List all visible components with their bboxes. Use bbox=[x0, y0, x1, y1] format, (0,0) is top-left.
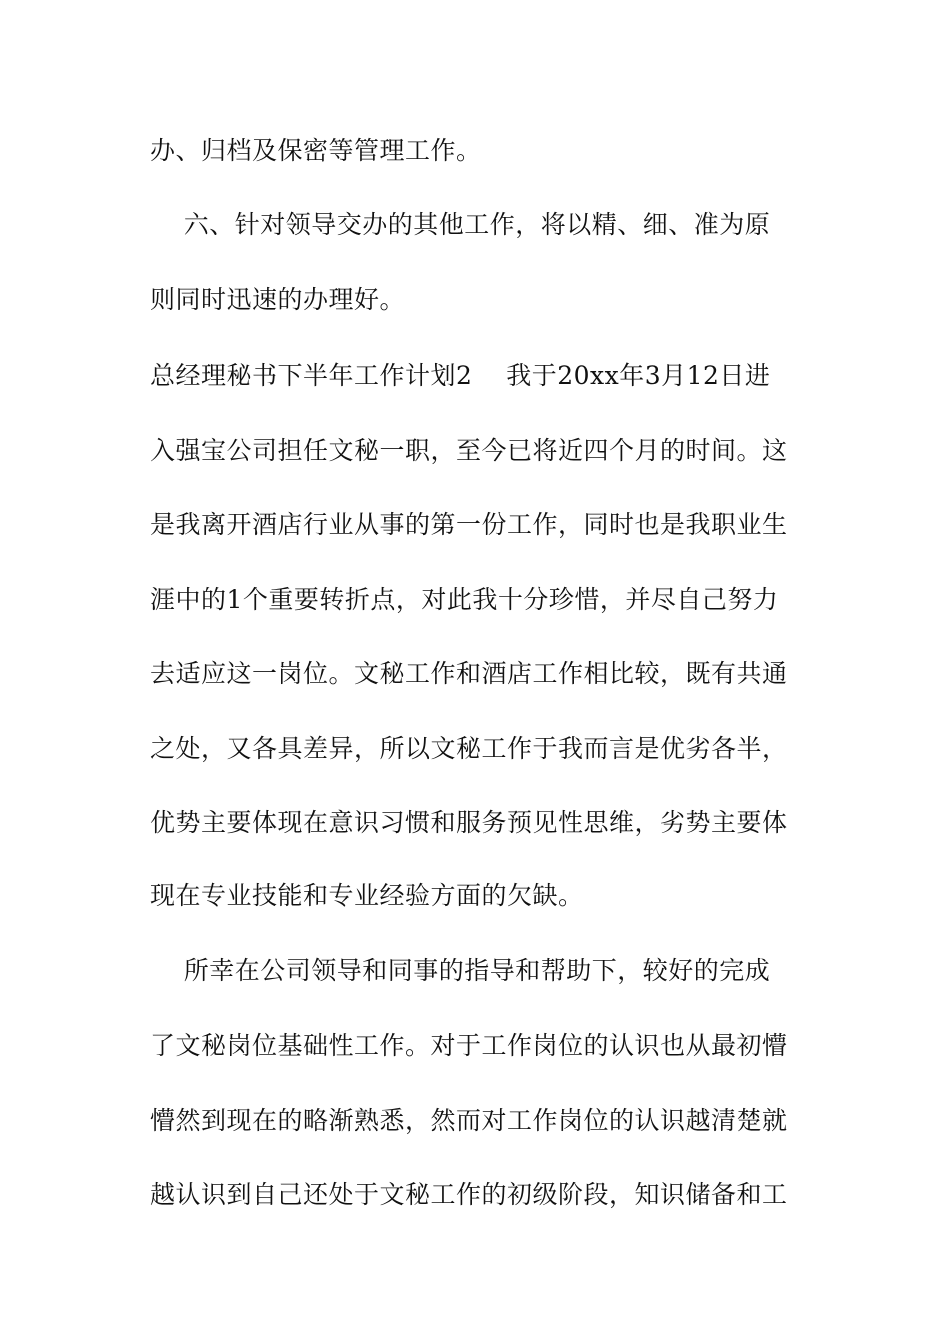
text-line: 现在专业技能和专业经验方面的欠缺。 bbox=[150, 881, 584, 910]
text-line: 了文秘岗位基础性工作。对于工作岗位的认识也从最初懵 bbox=[150, 1031, 788, 1060]
text-line: 入强宝公司担任文秘一职，至今已将近四个月的时间。这 bbox=[150, 436, 788, 465]
text-line: 优势主要体现在意识习惯和服务预见性思维，劣势主要体 bbox=[150, 808, 788, 837]
section-heading-line: 总经理秘书下半年工作计划2 我于20xx年3月12日进 bbox=[150, 361, 771, 390]
text-line: 办、归档及保密等管理工作。 bbox=[150, 136, 482, 165]
text-line: 越认识到自己还处于文秘工作的初级阶段，知识储备和工 bbox=[150, 1180, 788, 1209]
text-line: 则同时迅速的办理好。 bbox=[150, 285, 406, 314]
text-line: 之处，又各具差异，所以文秘工作于我而言是优劣各半， bbox=[150, 734, 788, 763]
text-line: 懵然到现在的略渐熟悉，然而对工作岗位的认识越清楚就 bbox=[150, 1106, 788, 1135]
text-line: 所幸在公司领导和同事的指导和帮助下，较好的完成 bbox=[150, 956, 771, 985]
text-line: 去适应这一岗位。文秘工作和酒店工作相比较，既有共通 bbox=[150, 659, 788, 688]
text-line: 六、针对领导交办的其他工作，将以精、细、准为原 bbox=[150, 210, 771, 239]
text-line: 是我离开酒店行业从事的第一份工作，同时也是我职业生 bbox=[150, 510, 788, 539]
text-line: 涯中的1个重要转折点，对此我十分珍惜，并尽自己努力 bbox=[150, 585, 779, 614]
